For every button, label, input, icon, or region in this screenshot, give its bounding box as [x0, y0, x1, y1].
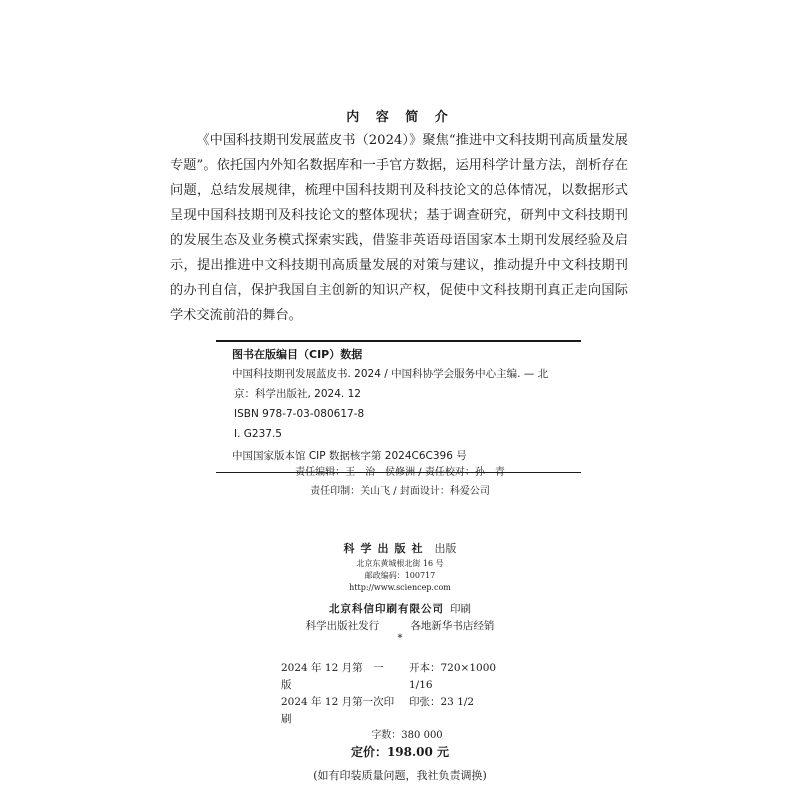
spec-row-printing [0, 694, 800, 728]
distribution-line [0, 618, 800, 634]
cip-classification: Ⅰ. G237.5 [234, 428, 282, 440]
edition-info: 2024 年 12 月第 一 版 [281, 662, 395, 691]
publisher-address: 北京东黄城根北街 16 号 [356, 559, 444, 568]
publisher-website: http://www.sciencep.com [349, 583, 451, 592]
printer-name: 北京科信印刷有限公司 [329, 603, 444, 615]
cip-heading: 图书在版编目（CIP）数据 [232, 348, 363, 361]
retailer: 各地新华书店经销 [410, 620, 495, 632]
colophon [0, 540, 800, 785]
editors-credits [0, 463, 800, 501]
printer-suffix: 印刷 [450, 603, 471, 615]
price: 定价：198.00 元 [350, 745, 450, 759]
editors-line-2: 责任印制：关山飞 / 封面设计：科爱公司 [310, 486, 490, 497]
publisher-name: 科学出版社 [343, 542, 429, 555]
printing-info: 2024 年 12 月第一次印刷 [281, 696, 395, 725]
distributor: 科学出版社发行 [305, 620, 380, 632]
printer-line [0, 600, 800, 618]
publisher-line [0, 540, 800, 558]
quality-note: (如有印装质量问题，我社负责调换) [313, 769, 487, 782]
cip-isbn: ISBN 978-7-03-080617-8 [234, 408, 365, 420]
cip-entry-line1: 中国科技期刊发展蓝皮书. 2024 / 中国科协学会服务中心主编. — 北 [232, 368, 549, 380]
summary-title: 内 容 简 介 [346, 110, 454, 125]
separator-star: * [397, 633, 403, 644]
cip-entry-line2: 京：科学出版社, 2024. 12 [234, 388, 361, 400]
publisher-postcode: 邮政编码：100717 [364, 571, 436, 580]
publisher-suffix: 出版 [434, 542, 457, 555]
cip-record-number: 中国国家版本馆 CIP 数据核字第 2024C6C396 号 [232, 450, 467, 462]
word-count: 字数：380 000 [371, 730, 443, 741]
format-info: 开本：720×1000 1/16 [409, 662, 497, 691]
sheets-info: 印张：23 1/2 [409, 696, 475, 708]
spec-row-edition [0, 660, 800, 694]
summary-body: 《中国科技期刊发展蓝皮书（2024）》聚焦“推进中文科技期刊高质量发展专题”。依托国内外知名数据库和一手官方数据，运用科学计量方法，剖析存在问题，总结发展规律，梳理中国科技期刊及科技论文的总体情况，以数据形式呈现中国科技期刊及科技论文的整体现状；基于调查研究，研判中文科技期刊的发展生态及业务模式探索实践，借鉴非英语母语国家本土期刊发展经验及启示，提出推进中文科技期刊高质量发展的对策与建议，推动提升中文科技期刊的办刊自信，保护我国自主创新的知识产权，促使中文科技期刊真正走向国际学术交流前沿的舞台。 [170, 133, 628, 323]
cip-data-block [216, 340, 581, 473]
editors-line-1: 责任编辑：王 治 侯修洲 / 责任校对：孙 青 [295, 467, 505, 478]
